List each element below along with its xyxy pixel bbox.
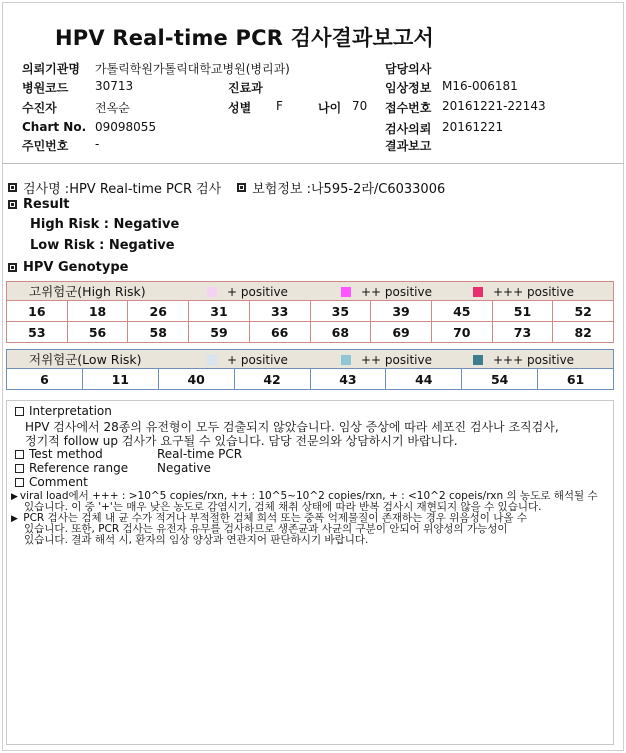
legend-label: +++ positive (493, 285, 575, 299)
genotype-cell: 70 (432, 322, 493, 343)
sampler-value: 전옥순 (95, 101, 130, 115)
genotype-cell: 42 (235, 369, 311, 390)
legend-plus (207, 285, 288, 299)
high-risk-title: 고위험군(High Risk) (29, 284, 146, 299)
genotype-cell: 68 (311, 322, 372, 343)
genotype-cell: 66 (250, 322, 311, 343)
sex-value: F (276, 99, 283, 113)
bullet-triangle-icon: ▶ (11, 492, 18, 502)
age-label: 나이 (318, 101, 342, 115)
checkbox-square-icon (15, 478, 24, 487)
genotype-row (6, 301, 614, 322)
genotype-cell: 45 (432, 301, 493, 322)
interpretation-line-2: 정기적 follow up 검사가 요구될 수 있습니다. 담당 전문의와 상담하시기 바랍니다. (25, 434, 458, 448)
genotype-cell: 43 (311, 369, 387, 390)
interpretation-box (6, 400, 614, 745)
legend-label: ++ positive (361, 285, 432, 299)
insurance-label: 보험정보 : (252, 182, 311, 197)
genotype-cell: 73 (493, 322, 554, 343)
reference-range-value: Negative (157, 461, 211, 475)
genotype-cell: 6 (6, 369, 83, 390)
legend-label: +++ positive (493, 353, 575, 367)
sex-label: 성별 (228, 101, 252, 115)
genotype-cell: 40 (159, 369, 235, 390)
request-label: 검사의뢰 (385, 122, 432, 136)
insurance-value: 나595-2라/C6033006 (311, 182, 446, 197)
comment-2-line-2: 있습니다. 또한, PCR 검사는 유전자 유무를 검사하므로 생존균과 사균의 구분이 안되어 위양성의 가능성이 (24, 523, 508, 535)
low-risk-table (6, 349, 614, 390)
result-label: Result (23, 197, 70, 212)
reference-range-label: Reference range (29, 461, 129, 475)
chart-label: Chart No. (22, 120, 87, 134)
receipt-label: 접수번호 (385, 101, 432, 115)
clinical-label: 임상정보 (385, 81, 432, 95)
genotype-cell: 54 (462, 369, 538, 390)
doctor-label: 담당의사 (385, 62, 432, 76)
legend-swatch (341, 287, 351, 297)
genotype-cell: 58 (128, 322, 189, 343)
genotype-cell: 51 (493, 301, 554, 322)
age-value: 70 (352, 99, 368, 113)
test-method-row (15, 447, 103, 461)
test-name-value: HPV Real-time PCR 검사 (69, 182, 222, 197)
legend-label: + positive (227, 285, 288, 299)
test-method-value: Real-time PCR (157, 447, 243, 461)
high-risk-table (6, 281, 614, 343)
genotype-cell: 44 (386, 369, 462, 390)
genotype-cell: 52 (553, 301, 614, 322)
genotype-row (6, 322, 614, 343)
genotype-cell: 26 (128, 301, 189, 322)
genotype-label: HPV Genotype (23, 260, 129, 275)
legend-swatch (207, 355, 217, 365)
genotype-cell: 82 (553, 322, 614, 343)
header-divider (2, 163, 624, 164)
genotype-cell: 39 (371, 301, 432, 322)
legend-plus-plus-plus (473, 285, 574, 299)
legend-swatch (207, 287, 217, 297)
low-risk-result: Low Risk : Negative (30, 238, 175, 253)
interpretation-label: Interpretation (29, 404, 112, 418)
genotype-cell: 35 (311, 301, 372, 322)
comment-text: PCR 검사는 검체 내 균 수가 적거나 부적절한 검체 희석 또는 중폭 억제물질이 존재하는 경우 위음성이 나올 수 (19, 512, 527, 524)
bullet-triangle-icon: ▶ (11, 514, 18, 524)
legend-swatch (473, 287, 483, 297)
hospital-code-label: 병원코드 (22, 81, 69, 95)
report-label: 결과보고 (385, 139, 432, 153)
low-risk-header (6, 349, 614, 369)
test-name-label: 검사명 : (23, 182, 70, 197)
sampler-label: 수진자 (22, 101, 57, 115)
comment-label: Comment (29, 475, 88, 489)
checkbox-square-icon (15, 450, 24, 459)
legend-plus-plus-plus (473, 353, 574, 367)
checkbox-square-icon (15, 407, 24, 416)
comment-2-line-3: 있습니다. 결과 해석 시, 환자의 임상 양상과 연관지어 판단하시기 바랍니다. (24, 534, 369, 546)
genotype-cell: 33 (250, 301, 311, 322)
genotype-cell: 16 (6, 301, 68, 322)
legend-swatch (341, 355, 351, 365)
low-risk-title: 저위험군(Low Risk) (29, 352, 142, 367)
report-title: HPV Real-time PCR 검사결과보고서 (55, 26, 434, 50)
receipt-value: 20161221-22143 (442, 99, 546, 113)
legend-plus (207, 353, 288, 367)
reference-range-row (15, 461, 128, 475)
genotype-cell: 31 (189, 301, 250, 322)
legend-label: ++ positive (361, 353, 432, 367)
comment-1-line-2: 있습니다. 이 중 '+'는 매우 낮은 농도로 감염시기, 검체 채취 상태에 따라 반복 검사시 재현되지 않을 수 있습니다. (24, 501, 542, 513)
rrn-value: - (95, 137, 100, 151)
result-heading (8, 197, 70, 212)
test-method-label: Test method (29, 447, 103, 461)
section-square-icon (8, 200, 17, 209)
interpretation-line-1: HPV 검사에서 28종의 유전형이 모두 검출되지 않았습니다. 임상 증상에 따라 세포진 검사나 조직검사, (25, 420, 559, 434)
rrn-label: 주민번호 (22, 139, 69, 153)
comment-heading (15, 475, 88, 489)
test-info-line (8, 178, 445, 197)
hospital-code-value: 30713 (95, 79, 134, 93)
genotype-cell: 56 (68, 322, 129, 343)
clinical-value: M16-006181 (442, 79, 518, 93)
section-square-icon (8, 263, 17, 272)
comment-text: viral load에서 +++ : >10^5 copies/rxn, ++ : 10^5~10^2 copies/rxn, + : <10^2 copeis/rxn 의 농도로 해석될 수 (19, 490, 598, 502)
genotype-cell: 61 (538, 369, 614, 390)
section-square-icon (8, 183, 17, 192)
section-square-icon (237, 183, 246, 192)
genotype-heading (8, 260, 128, 275)
req-org-label: 의뢰기관명 (22, 62, 80, 76)
high-risk-result: High Risk : Negative (30, 217, 180, 232)
genotype-cell: 18 (68, 301, 129, 322)
legend-swatch (473, 355, 483, 365)
chart-value: 09098055 (95, 120, 157, 134)
interpretation-heading (15, 404, 112, 418)
genotype-cell: 53 (6, 322, 68, 343)
checkbox-square-icon (15, 464, 24, 473)
req-org-value: 가톨릭학원가톨릭대학교병원(병리과) (95, 62, 290, 76)
genotype-row (6, 369, 614, 390)
dept-label: 진료과 (228, 81, 263, 95)
legend-label: + positive (227, 353, 288, 367)
high-risk-header (6, 281, 614, 301)
legend-plus-plus (341, 353, 432, 367)
genotype-cell: 11 (83, 369, 159, 390)
genotype-cell: 59 (189, 322, 250, 343)
request-value: 20161221 (442, 120, 504, 134)
genotype-cell: 69 (371, 322, 432, 343)
legend-plus-plus (341, 285, 432, 299)
